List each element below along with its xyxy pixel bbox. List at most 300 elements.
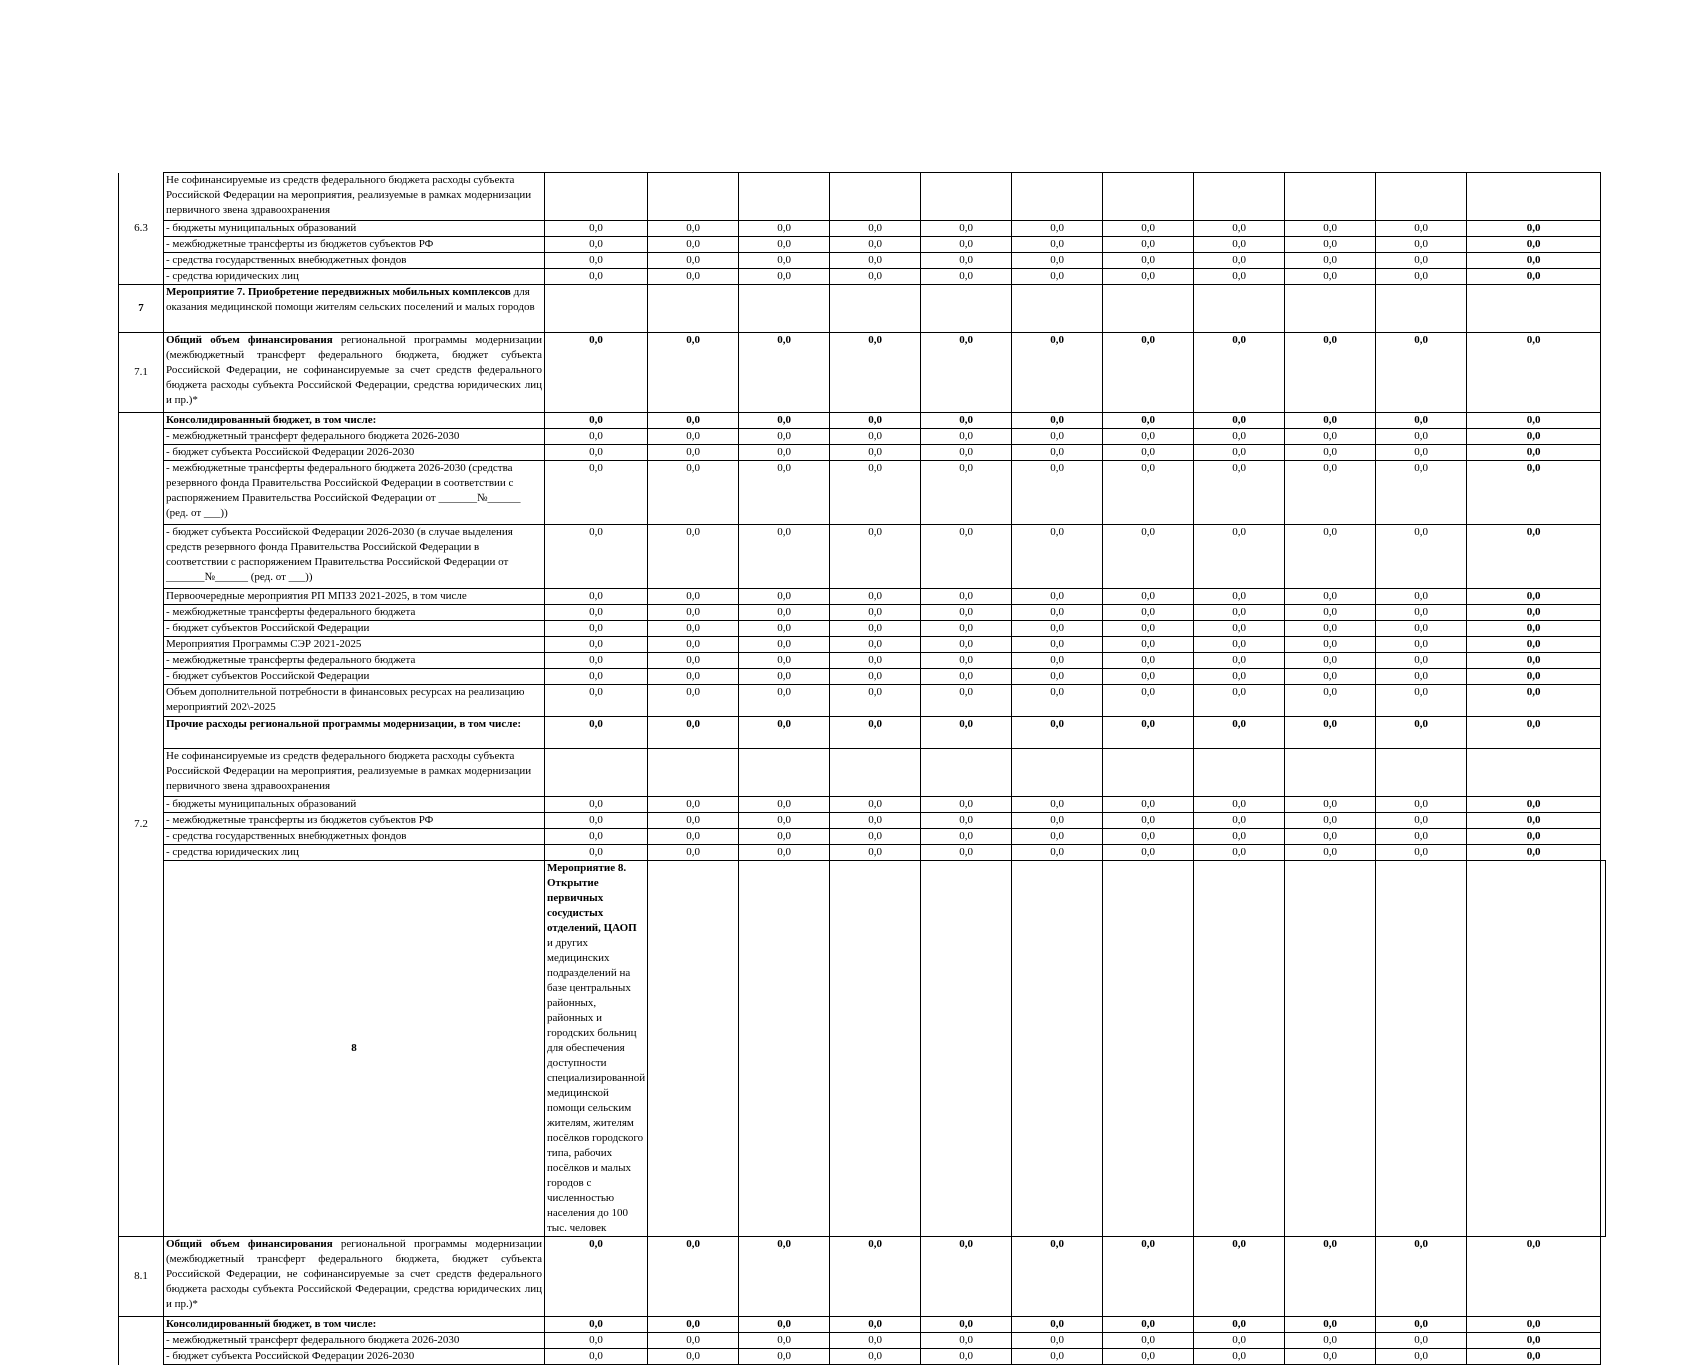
value-cell: 0,0	[648, 253, 739, 269]
value-cell: 0,0	[830, 829, 921, 845]
total-cell: 0,0	[1467, 605, 1601, 621]
value-cell: 0,0	[1376, 669, 1467, 685]
value-cell: 0,0	[648, 445, 739, 461]
value-cell: 0,0	[1376, 1317, 1467, 1333]
value-cell	[648, 173, 739, 221]
value-cell: 0,0	[545, 253, 648, 269]
value-cell: 0,0	[1012, 445, 1103, 461]
value-cell	[648, 285, 739, 333]
value-cell: 0,0	[545, 237, 648, 253]
value-cell	[921, 285, 1012, 333]
value-cell: 0,0	[1285, 717, 1376, 749]
table-row	[119, 445, 1606, 461]
value-cell: 0,0	[1285, 445, 1376, 461]
value-cell: 0,0	[739, 413, 830, 429]
value-cell	[830, 285, 921, 333]
value-cell: 0,0	[830, 429, 921, 445]
value-cell: 0,0	[1194, 653, 1285, 669]
value-cell: 0,0	[1103, 685, 1194, 717]
value-cell: 0,0	[1376, 525, 1467, 589]
total-cell: 0,0	[1467, 1333, 1601, 1349]
row-number: 8.1	[119, 1237, 164, 1317]
value-cell: 0,0	[921, 685, 1012, 717]
row-description	[164, 685, 545, 717]
table-row	[119, 461, 1606, 525]
value-cell: 0,0	[921, 1317, 1012, 1333]
value-cell: 0,0	[1194, 589, 1285, 605]
table-row	[119, 429, 1606, 445]
value-cell: 0,0	[648, 237, 739, 253]
table-row	[119, 813, 1606, 829]
total-cell: 0,0	[1467, 829, 1601, 845]
value-cell: 0,0	[1376, 221, 1467, 237]
value-cell: 0,0	[1376, 813, 1467, 829]
value-cell	[1376, 861, 1467, 1237]
value-cell: 0,0	[648, 461, 739, 525]
table-row	[119, 669, 1606, 685]
value-cell: 0,0	[1103, 1349, 1194, 1365]
value-cell: 0,0	[1376, 1237, 1467, 1317]
value-cell: 0,0	[1103, 445, 1194, 461]
row-description-text: Объем дополнительной потребности в финансовых ресурсах на реализацию мероприятий 202\-2025	[166, 686, 525, 713]
value-cell: 0,0	[1376, 429, 1467, 445]
value-cell: 0,0	[739, 829, 830, 845]
value-cell: 0,0	[921, 589, 1012, 605]
value-cell: 0,0	[1012, 797, 1103, 813]
value-cell: 0,0	[739, 1317, 830, 1333]
value-cell: 0,0	[545, 1349, 648, 1365]
total-cell: 0,0	[1467, 717, 1601, 749]
table-row	[119, 1349, 1606, 1365]
value-cell: 0,0	[1103, 829, 1194, 845]
value-cell: 0,0	[545, 333, 648, 413]
value-cell	[1103, 173, 1194, 221]
table-row	[119, 253, 1606, 269]
value-cell: 0,0	[830, 445, 921, 461]
value-cell: 0,0	[1103, 845, 1194, 861]
total-cell: 0,0	[1467, 1237, 1601, 1317]
value-cell: 0,0	[1103, 1333, 1194, 1349]
value-cell: 0,0	[1285, 845, 1376, 861]
value-cell: 0,0	[921, 797, 1012, 813]
value-cell: 0,0	[739, 685, 830, 717]
value-cell: 0,0	[1194, 253, 1285, 269]
value-cell: 0,0	[1376, 333, 1467, 413]
value-cell: 0,0	[1103, 221, 1194, 237]
value-cell: 0,0	[1012, 253, 1103, 269]
value-cell: 0,0	[830, 237, 921, 253]
total-cell: 0,0	[1467, 797, 1601, 813]
value-cell: 0,0	[648, 685, 739, 717]
value-cell: 0,0	[1285, 429, 1376, 445]
value-cell: 0,0	[1103, 717, 1194, 749]
value-cell: 0,0	[1376, 605, 1467, 621]
value-cell: 0,0	[1285, 621, 1376, 637]
value-cell: 0,0	[1194, 845, 1285, 861]
value-cell: 0,0	[1194, 1333, 1285, 1349]
value-cell: 0,0	[1194, 1317, 1285, 1333]
value-cell: 0,0	[739, 605, 830, 621]
value-cell: 0,0	[921, 429, 1012, 445]
value-cell: 0,0	[545, 1237, 648, 1317]
value-cell: 0,0	[1376, 589, 1467, 605]
value-cell: 0,0	[1376, 653, 1467, 669]
value-cell: 0,0	[830, 333, 921, 413]
value-cell: 0,0	[1194, 445, 1285, 461]
value-cell: 0,0	[1012, 1349, 1103, 1365]
value-cell: 0,0	[830, 1237, 921, 1317]
value-cell: 0,0	[1012, 269, 1103, 285]
total-cell: 0,0	[1467, 637, 1601, 653]
table-row	[119, 653, 1606, 669]
value-cell: 0,0	[648, 1333, 739, 1349]
value-cell: 0,0	[830, 525, 921, 589]
value-cell: 0,0	[545, 221, 648, 237]
total-cell	[1601, 861, 1606, 1237]
table-row	[119, 269, 1606, 285]
value-cell: 0,0	[545, 669, 648, 685]
value-cell: 0,0	[1012, 605, 1103, 621]
value-cell: 0,0	[545, 637, 648, 653]
value-cell: 0,0	[545, 1333, 648, 1349]
value-cell: 0,0	[1012, 1333, 1103, 1349]
total-cell: 0,0	[1467, 589, 1601, 605]
value-cell: 0,0	[739, 813, 830, 829]
value-cell: 0,0	[1103, 253, 1194, 269]
table-row	[119, 685, 1606, 717]
value-cell: 0,0	[545, 429, 648, 445]
total-cell: 0,0	[1467, 253, 1601, 269]
row-number: 8	[164, 861, 545, 1237]
value-cell: 0,0	[1285, 1237, 1376, 1317]
table-row	[119, 621, 1606, 637]
value-cell	[1467, 861, 1601, 1237]
value-cell: 0,0	[1285, 269, 1376, 285]
value-cell: 0,0	[1285, 829, 1376, 845]
value-cell: 0,0	[739, 589, 830, 605]
value-cell: 0,0	[1285, 1317, 1376, 1333]
value-cell: 0,0	[1103, 461, 1194, 525]
row-description-text: - бюджеты муниципальных образований	[166, 798, 357, 810]
row-description	[164, 461, 545, 525]
value-cell: 0,0	[830, 461, 921, 525]
row-description-text: для оказания медицинской помощи жителям сельских поселений и малых городов	[166, 286, 535, 313]
row-description-text: - межбюджетные трансферты из бюджетов субъектов РФ	[166, 814, 434, 826]
value-cell: 0,0	[921, 669, 1012, 685]
value-cell: 0,0	[1376, 845, 1467, 861]
value-cell: 0,0	[1103, 653, 1194, 669]
value-cell: 0,0	[830, 605, 921, 621]
value-cell: 0,0	[1194, 1237, 1285, 1317]
value-cell: 0,0	[1194, 605, 1285, 621]
value-cell: 0,0	[648, 653, 739, 669]
value-cell: 0,0	[830, 253, 921, 269]
value-cell: 0,0	[1285, 461, 1376, 525]
value-cell: 0,0	[648, 1317, 739, 1333]
total-cell: 0,0	[1467, 269, 1601, 285]
row-description-text: - бюджет субъекта Российской Федерации 2026-2030 (в случае выделения средств резервного фонда Правительства Российской Федерации в соответствии с распоряжением Правительства Российской Федерации от _______№______ (ред. от ___))	[166, 526, 513, 583]
value-cell: 0,0	[739, 653, 830, 669]
total-cell: 0,0	[1467, 621, 1601, 637]
value-cell	[1194, 173, 1285, 221]
value-cell: 0,0	[921, 605, 1012, 621]
value-cell: 0,0	[545, 445, 648, 461]
value-cell: 0,0	[1012, 429, 1103, 445]
row-description-text: - средства государственных внебюджетных фондов	[166, 830, 407, 842]
table-row	[119, 829, 1606, 845]
table-row	[119, 333, 1606, 413]
total-cell	[1467, 749, 1601, 797]
value-cell: 0,0	[921, 525, 1012, 589]
value-cell: 0,0	[739, 1333, 830, 1349]
value-cell: 0,0	[830, 797, 921, 813]
value-cell: 0,0	[1376, 253, 1467, 269]
row-description-bold: Прочие расходы региональной программы модернизации, в том числе:	[166, 718, 521, 730]
value-cell: 0,0	[648, 221, 739, 237]
value-cell: 0,0	[1194, 525, 1285, 589]
value-cell	[1285, 285, 1376, 333]
value-cell	[648, 861, 739, 1237]
value-cell: 0,0	[1285, 1349, 1376, 1365]
row-number: 6.3	[119, 173, 164, 285]
value-cell	[1376, 173, 1467, 221]
value-cell: 0,0	[1285, 525, 1376, 589]
value-cell: 0,0	[545, 1317, 648, 1333]
row-description	[164, 269, 545, 285]
row-number: 7	[119, 285, 164, 333]
value-cell: 0,0	[545, 525, 648, 589]
value-cell	[739, 285, 830, 333]
value-cell: 0,0	[1012, 1237, 1103, 1317]
value-cell: 0,0	[545, 653, 648, 669]
value-cell: 0,0	[1285, 685, 1376, 717]
value-cell	[1103, 285, 1194, 333]
row-description-bold: Общий объем финансирования	[166, 334, 333, 346]
table-row	[119, 589, 1606, 605]
row-description-text: - средства государственных внебюджетных фондов	[166, 254, 407, 266]
row-description-text: - межбюджетные трансферты федерального бюджета 2026-2030 (средства резервного фонда Правительства Российской Федерации в соответствии с распоряжением Правительства Российской Федерации от _______№______ (ред. от ___))	[166, 462, 521, 519]
value-cell: 0,0	[1285, 413, 1376, 429]
row-description	[164, 621, 545, 637]
value-cell: 0,0	[739, 253, 830, 269]
value-cell: 0,0	[545, 413, 648, 429]
row-description	[164, 1237, 545, 1317]
value-cell: 0,0	[1194, 333, 1285, 413]
table-row	[119, 237, 1606, 253]
value-cell: 0,0	[1285, 253, 1376, 269]
total-cell: 0,0	[1467, 685, 1601, 717]
row-description-text: Первоочередные мероприятия РП МПЗЗ 2021-2025, в том числе	[166, 590, 467, 602]
value-cell: 0,0	[1012, 813, 1103, 829]
value-cell: 0,0	[739, 461, 830, 525]
value-cell	[648, 749, 739, 797]
value-cell: 0,0	[1285, 669, 1376, 685]
value-cell: 0,0	[1012, 333, 1103, 413]
table-row	[119, 285, 1606, 333]
table-row	[119, 525, 1606, 589]
value-cell: 0,0	[648, 269, 739, 285]
row-description	[164, 813, 545, 829]
value-cell: 0,0	[648, 813, 739, 829]
value-cell: 0,0	[545, 829, 648, 845]
table-row	[119, 1317, 1606, 1333]
value-cell: 0,0	[545, 845, 648, 861]
value-cell: 0,0	[1012, 589, 1103, 605]
value-cell: 0,0	[1012, 845, 1103, 861]
value-cell: 0,0	[739, 621, 830, 637]
value-cell: 0,0	[921, 221, 1012, 237]
value-cell: 0,0	[545, 813, 648, 829]
value-cell: 0,0	[648, 621, 739, 637]
total-cell: 0,0	[1467, 237, 1601, 253]
value-cell: 0,0	[739, 445, 830, 461]
row-description-text: - бюджет субъектов Российской Федерации	[166, 670, 370, 682]
value-cell: 0,0	[830, 813, 921, 829]
value-cell: 0,0	[648, 429, 739, 445]
value-cell: 0,0	[1285, 605, 1376, 621]
value-cell	[1012, 285, 1103, 333]
total-cell: 0,0	[1467, 845, 1601, 861]
value-cell: 0,0	[648, 333, 739, 413]
value-cell: 0,0	[830, 221, 921, 237]
value-cell	[1285, 749, 1376, 797]
row-description	[164, 525, 545, 589]
value-cell: 0,0	[1376, 797, 1467, 813]
value-cell: 0,0	[1012, 621, 1103, 637]
value-cell: 0,0	[545, 269, 648, 285]
row-description-text: региональной программы модернизации (межбюджетный трансферт федерального бюджета, бюджет субъекта Российской Федерации, не софинансируемые за счет средств федерального бюджета расходы субъекта Российской Федерации, средства юридических лиц и пр.)*	[166, 334, 542, 406]
value-cell: 0,0	[1285, 237, 1376, 253]
value-cell: 0,0	[921, 1349, 1012, 1365]
value-cell: 0,0	[921, 461, 1012, 525]
value-cell: 0,0	[1376, 237, 1467, 253]
row-description-text: - бюджеты муниципальных образований	[166, 222, 357, 234]
row-description-text: - бюджет субъекта Российской Федерации 2026-2030	[166, 1350, 415, 1362]
value-cell: 0,0	[739, 429, 830, 445]
row-description	[164, 717, 545, 749]
value-cell: 0,0	[648, 413, 739, 429]
row-description-text: - средства юридических лиц	[166, 270, 299, 282]
row-description	[164, 173, 545, 221]
row-description	[164, 589, 545, 605]
value-cell: 0,0	[830, 669, 921, 685]
value-cell: 0,0	[545, 605, 648, 621]
table-row	[119, 861, 1606, 1237]
value-cell: 0,0	[1285, 813, 1376, 829]
value-cell: 0,0	[921, 829, 1012, 845]
row-description	[164, 253, 545, 269]
value-cell: 0,0	[1194, 621, 1285, 637]
table-row	[119, 221, 1606, 237]
value-cell	[1012, 861, 1103, 1237]
value-cell	[921, 861, 1012, 1237]
value-cell: 0,0	[1194, 269, 1285, 285]
value-cell: 0,0	[648, 797, 739, 813]
value-cell: 0,0	[1194, 717, 1285, 749]
value-cell: 0,0	[648, 637, 739, 653]
value-cell: 0,0	[1103, 621, 1194, 637]
value-cell: 0,0	[648, 829, 739, 845]
value-cell: 0,0	[545, 589, 648, 605]
value-cell: 0,0	[1376, 413, 1467, 429]
value-cell: 0,0	[1194, 429, 1285, 445]
value-cell: 0,0	[739, 269, 830, 285]
table-row	[119, 413, 1606, 429]
value-cell: 0,0	[1103, 429, 1194, 445]
value-cell: 0,0	[1376, 269, 1467, 285]
value-cell: 0,0	[1012, 669, 1103, 685]
value-cell: 0,0	[921, 1237, 1012, 1317]
value-cell: 0,0	[921, 813, 1012, 829]
value-cell: 0,0	[1285, 221, 1376, 237]
value-cell	[921, 173, 1012, 221]
value-cell: 0,0	[739, 221, 830, 237]
value-cell: 0,0	[739, 1349, 830, 1365]
value-cell: 0,0	[921, 717, 1012, 749]
total-cell: 0,0	[1467, 221, 1601, 237]
value-cell: 0,0	[1376, 1349, 1467, 1365]
row-number: 7.2	[119, 413, 164, 1237]
value-cell: 0,0	[1376, 621, 1467, 637]
value-cell: 0,0	[921, 413, 1012, 429]
value-cell: 0,0	[545, 461, 648, 525]
table-row	[119, 797, 1606, 813]
value-cell: 0,0	[739, 1237, 830, 1317]
total-cell	[1467, 285, 1601, 333]
row-description	[164, 797, 545, 813]
table-row	[119, 637, 1606, 653]
value-cell: 0,0	[545, 797, 648, 813]
value-cell	[1012, 173, 1103, 221]
value-cell: 0,0	[1012, 237, 1103, 253]
value-cell: 0,0	[830, 1349, 921, 1365]
value-cell: 0,0	[648, 1349, 739, 1365]
row-description-text: Не софинансируемые из средств федерального бюджета расходы субъекта Российской Федерации на мероприятия, реализуемые в рамках модернизации первичного звена здравоохранения	[166, 750, 532, 792]
row-description-text: Не софинансируемые из средств федерального бюджета расходы субъекта Российской Федерации на мероприятия, реализуемые в рамках модернизации первичного звена здравоохранения	[166, 174, 532, 216]
value-cell: 0,0	[830, 1317, 921, 1333]
row-description-text: - бюджет субъекта Российской Федерации 2026-2030	[166, 446, 415, 458]
table-row	[119, 173, 1606, 221]
value-cell: 0,0	[545, 621, 648, 637]
value-cell: 0,0	[1012, 653, 1103, 669]
value-cell: 0,0	[921, 445, 1012, 461]
total-cell: 0,0	[1467, 445, 1601, 461]
value-cell: 0,0	[739, 845, 830, 861]
total-cell	[1467, 173, 1601, 221]
value-cell: 0,0	[830, 653, 921, 669]
row-description	[164, 413, 545, 429]
value-cell: 0,0	[830, 717, 921, 749]
value-cell: 0,0	[830, 269, 921, 285]
value-cell: 0,0	[1194, 829, 1285, 845]
value-cell: 0,0	[648, 589, 739, 605]
row-description-text: - межбюджетные трансферты из бюджетов субъектов РФ	[166, 238, 434, 250]
value-cell: 0,0	[739, 333, 830, 413]
value-cell: 0,0	[1285, 653, 1376, 669]
value-cell: 0,0	[1194, 685, 1285, 717]
value-cell: 0,0	[1012, 717, 1103, 749]
value-cell: 0,0	[1376, 717, 1467, 749]
value-cell: 0,0	[1194, 813, 1285, 829]
value-cell	[830, 173, 921, 221]
total-cell: 0,0	[1467, 669, 1601, 685]
value-cell: 0,0	[1194, 413, 1285, 429]
row-description-text: - бюджет субъектов Российской Федерации	[166, 622, 370, 634]
total-cell: 0,0	[1467, 429, 1601, 445]
value-cell: 0,0	[921, 653, 1012, 669]
value-cell	[1376, 749, 1467, 797]
value-cell: 0,0	[921, 621, 1012, 637]
